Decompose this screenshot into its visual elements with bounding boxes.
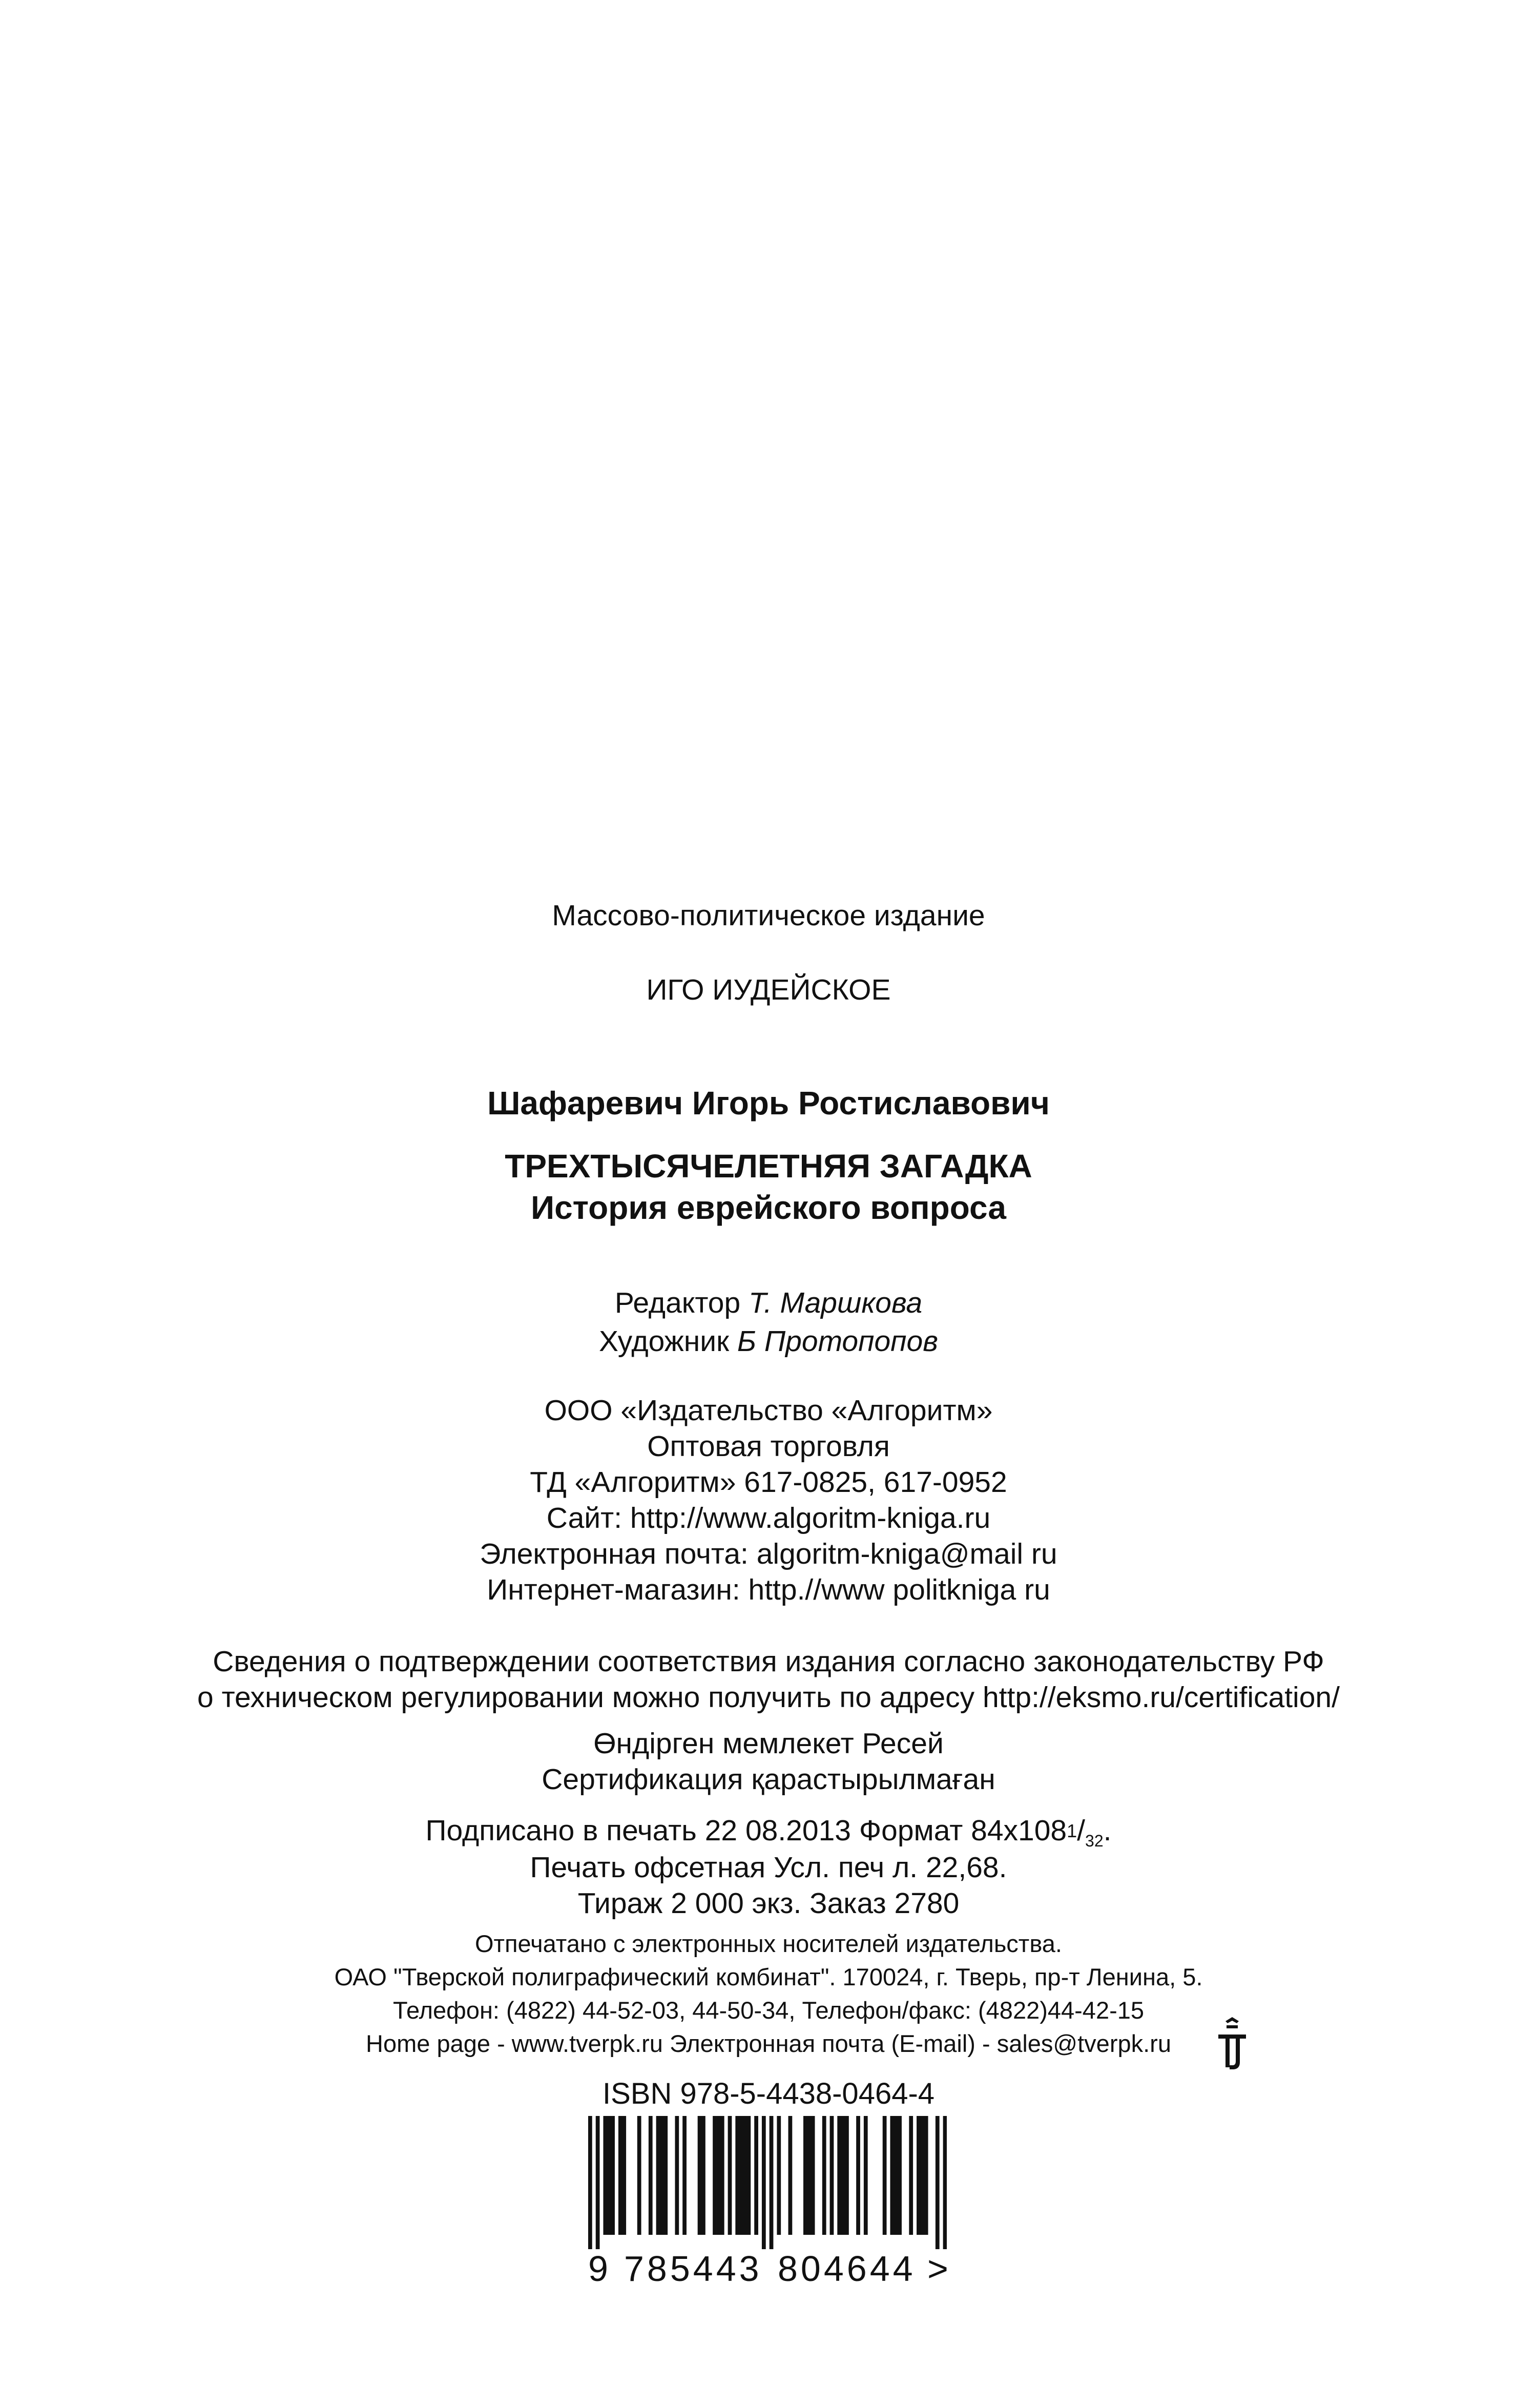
barcode-bar	[894, 2116, 898, 2235]
barcode-bar	[803, 2116, 807, 2235]
format-end: .	[1103, 1814, 1112, 1847]
barcode-bar	[713, 2116, 717, 2235]
publisher-name: ООО «Издательство «Алгоритм»	[544, 1394, 993, 1427]
barcode-bar	[637, 2116, 641, 2235]
barcode-bar	[735, 2116, 739, 2235]
barcode-bar	[883, 2116, 887, 2235]
barcode-bar	[717, 2116, 721, 2235]
book-title: ТРЕХТЫСЯЧЕЛЕТНЯЯ ЗАГАДКА	[505, 1148, 1032, 1185]
printer-line-1: Отпечатано с электронных носителей издательства.	[475, 1930, 1062, 1957]
format-numerator: 1	[1067, 1820, 1077, 1841]
barcode-bar	[728, 2116, 732, 2235]
printer-line-4: Home page - www.tverpk.ru Электронная почта (E-mail) - sales@tverpk.ru	[366, 2030, 1171, 2057]
barcode-bar	[890, 2116, 894, 2235]
barcode-bar	[807, 2116, 811, 2235]
barcode-bar	[701, 2116, 705, 2235]
barcode-bar	[762, 2116, 766, 2249]
barcode-bar	[837, 2116, 841, 2235]
barcode-bar	[675, 2116, 679, 2235]
barcode-bar	[830, 2116, 834, 2235]
artist-role: Художник	[598, 1325, 730, 1358]
barcode-bar	[656, 2116, 660, 2235]
publisher-email: Электронная почта: algoritm-kniga@mail ru	[480, 1538, 1057, 1570]
barcode-bar	[622, 2116, 626, 2235]
barcode-bar	[698, 2116, 702, 2235]
barcode-bar	[739, 2116, 743, 2235]
printer-line-3: Телефон: (4822) 44-52-03, 44-50-34, Телефон/факс: (4822)44-42-15	[392, 1997, 1145, 2024]
barcode-bar	[746, 2116, 751, 2235]
format-denominator: 32	[1085, 1832, 1104, 1850]
barcode-bar	[909, 2116, 913, 2235]
barcode-bar	[777, 2116, 781, 2235]
barcode-bar	[856, 2116, 860, 2235]
barcode-bar	[920, 2116, 924, 2235]
barcode-bar	[607, 2116, 611, 2235]
barcode-bar	[811, 2116, 815, 2235]
print-run: Тираж 2 000 экз. Заказ 2780	[577, 1887, 960, 1920]
barcode-bar	[788, 2116, 793, 2235]
printer-logo-icon	[1214, 2016, 1250, 2072]
barcode-bar	[649, 2116, 653, 2235]
format-slash: /	[1077, 1814, 1086, 1847]
print-offset: Печать офсетная Усл. печ л. 22,68.	[530, 1851, 1007, 1884]
print-signed-format	[0, 1813, 1537, 1853]
printer-line-2: ОАО "Тверской полиграфический комбинат". 170024, г. Тверь, пр-т Ленина, 5.	[334, 1963, 1203, 1990]
book-subtitle: История еврейского вопроса	[531, 1189, 1006, 1226]
barcode-bar	[770, 2116, 774, 2249]
barcode-bar	[822, 2116, 826, 2235]
barcode-bar	[743, 2116, 747, 2235]
barcode-bar	[611, 2116, 615, 2235]
barcode-bar	[663, 2116, 668, 2235]
editor-line	[0, 1285, 1537, 1321]
edition-category: Массово-политическое издание	[552, 899, 985, 932]
publisher-site: Сайт: http://www.algoritm-kniga.ru	[546, 1502, 991, 1534]
editor-name: Т. Маршкова	[749, 1286, 923, 1319]
certification-line-1: Сведения о подтверждении соответствия издания согласно законодательству РФ	[213, 1645, 1324, 1678]
barcode-group-2: 804644	[778, 2249, 916, 2289]
barcode-digits	[588, 2248, 957, 2289]
artist-line	[0, 1323, 1537, 1359]
barcode-first-digit: 9	[588, 2249, 608, 2289]
print-signed: Подписано в печать 22 08.2013 Формат 84х108	[425, 1814, 1067, 1847]
barcode-bar	[618, 2116, 622, 2235]
barcode-bar	[588, 2116, 592, 2249]
barcode-bar	[864, 2116, 868, 2235]
editor-role: Редактор	[614, 1286, 741, 1319]
barcode-bar	[917, 2116, 921, 2235]
barcode-bar	[682, 2116, 687, 2235]
isbn-barcode	[588, 2116, 947, 2249]
barcode-bar	[754, 2116, 758, 2235]
barcode-bar	[660, 2116, 664, 2235]
barcode-bar	[845, 2116, 849, 2235]
publisher-wholesale: Оптовая торговля	[647, 1430, 890, 1463]
barcode-bar	[841, 2116, 845, 2235]
barcode-group-1: 785443	[624, 2249, 762, 2289]
barcode-bar	[603, 2116, 607, 2235]
publisher-shop: Интернет-магазин: http.//www politkniga ru	[487, 1573, 1050, 1606]
publisher-trade-house: ТД «Алгоритм» 617-0825, 617-0952	[530, 1466, 1007, 1499]
barcode-bar	[596, 2116, 600, 2249]
barcode-bar	[720, 2116, 724, 2235]
certification-line-2: о техническом регулировании можно получить по адресу http://eksmo.ru/certification/	[197, 1681, 1340, 1714]
isbn-label: ISBN 978-5-4438-0464-4	[602, 2077, 935, 2110]
artist-name: Б Протопопов	[737, 1325, 938, 1358]
certification-note: Сертификация қарастырылмаған	[542, 1763, 995, 1796]
barcode-bar	[898, 2116, 902, 2235]
barcode-bar	[924, 2116, 928, 2235]
barcode-bar	[936, 2116, 940, 2249]
barcode-bar	[943, 2116, 947, 2249]
series-title: ИГО ИУДЕЙСКОЕ	[646, 973, 891, 1006]
origin-country: Өндірген мемлекет Ресей	[593, 1727, 944, 1760]
book-author: Шафаревич Игорь Ростиславович	[487, 1085, 1050, 1122]
barcode-end-mark: >	[927, 2249, 948, 2289]
